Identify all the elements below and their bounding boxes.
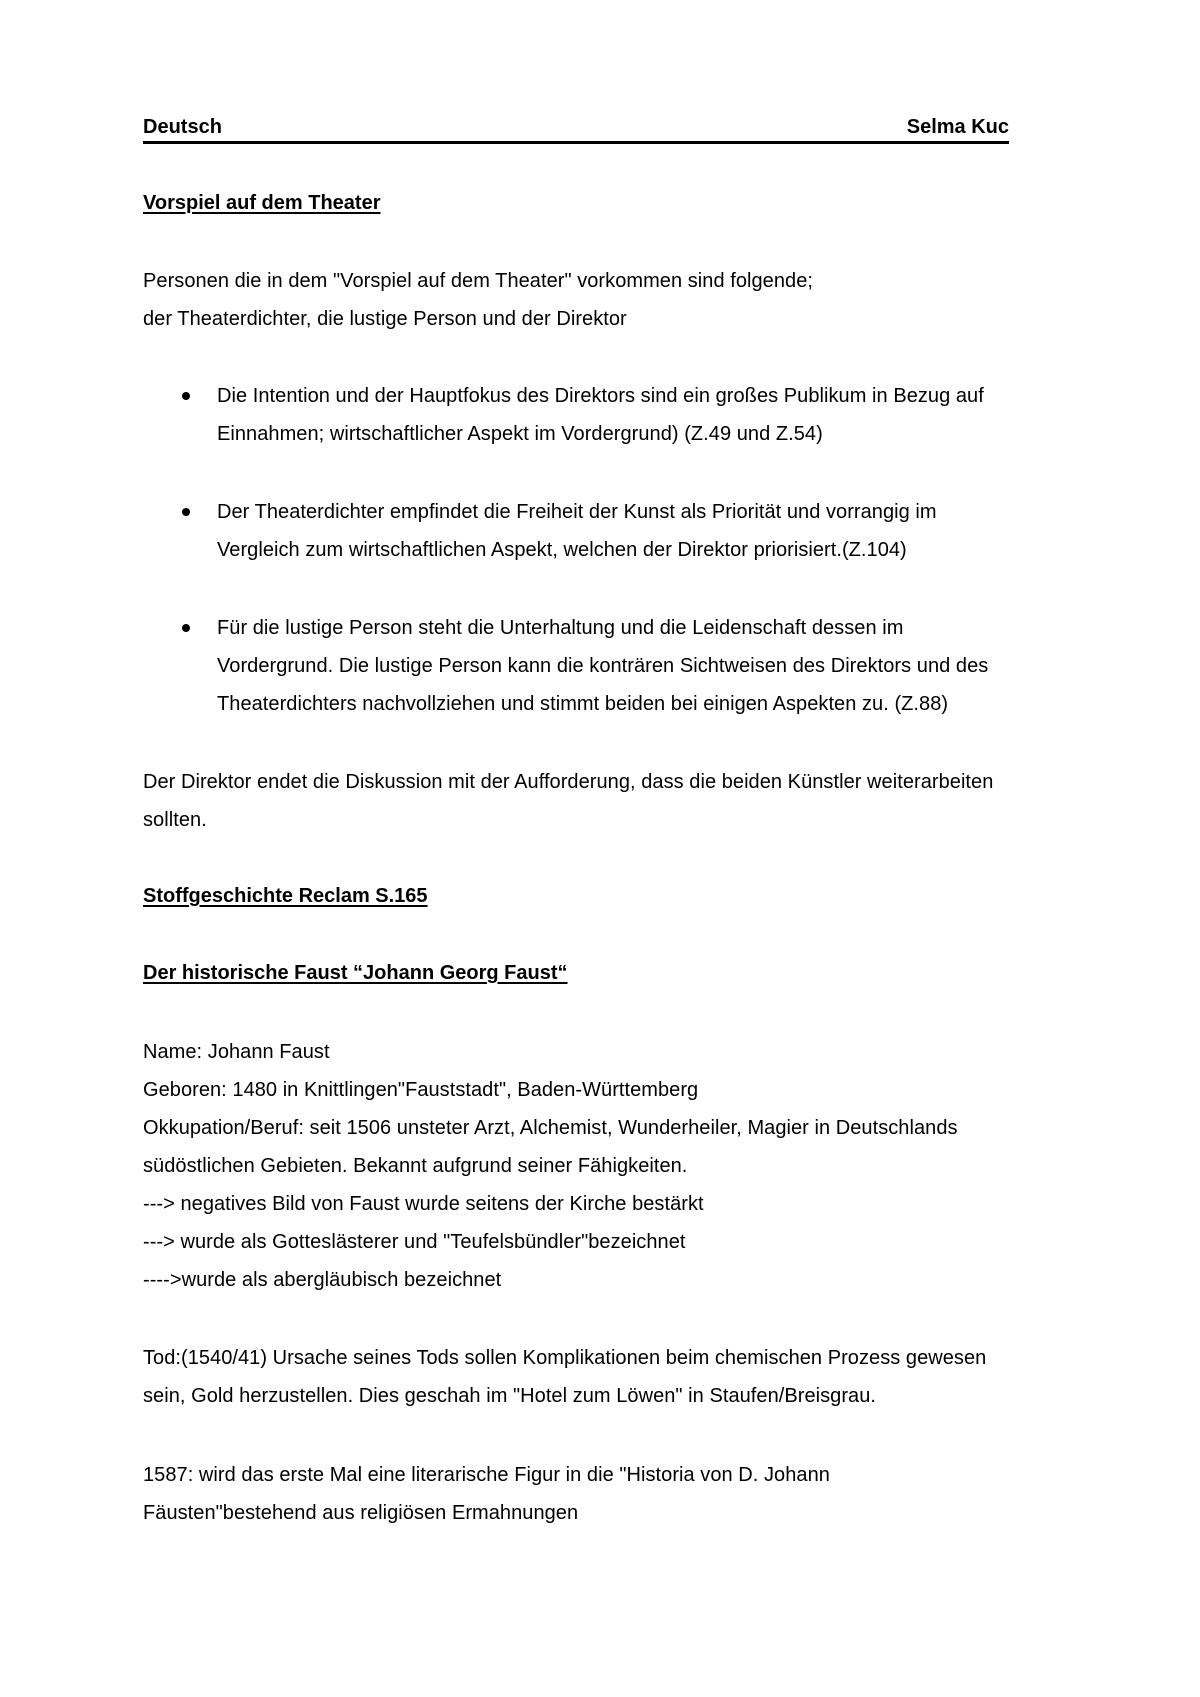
conclusion-paragraph [143, 763, 993, 839]
bullet-line: Theaterdichters nachvollziehen und stimmt beiden bei einigen Aspekten zu. (Z.88) [217, 693, 949, 715]
section-heading-historischer-faust: Der historische Faust “Johann Georg Faust“ [143, 962, 568, 984]
bullet-line: Vergleich zum wirtschaftlichen Aspekt, welchen der Direktor priorisiert.(Z.104) [217, 539, 907, 561]
bullet-text [217, 493, 937, 569]
fact-line: ---> negatives Bild von Faust wurde seitens der Kirche bestärkt [143, 1193, 704, 1215]
fact-line: Name: Johann Faust [143, 1041, 330, 1063]
bullet-line: Die Intention und der Hauptfokus des Direktors sind ein großes Publikum in Bezug auf [217, 385, 984, 407]
bullet-dot-icon [182, 508, 190, 516]
bullet-dot-icon [182, 392, 190, 400]
year-1587-line: Fäusten"bestehend aus religiösen Ermahnungen [143, 1502, 579, 1524]
faust-facts [143, 1033, 958, 1299]
death-line: sein, Gold herzustellen. Dies geschah im "Hotel zum Löwen" in Staufen/Breisgrau. [143, 1385, 877, 1407]
death-line: Tod:(1540/41) Ursache seines Tods sollen Komplikationen beim chemischen Prozess gewesen [143, 1347, 987, 1369]
bullet-text [217, 377, 984, 453]
intro-paragraph [143, 262, 813, 338]
year-1587-paragraph [143, 1456, 830, 1532]
section-heading-stoffgeschichte: Stoffgeschichte Reclam S.165 [143, 885, 428, 907]
death-paragraph [143, 1339, 986, 1415]
intro-line: Personen die in dem "Vorspiel auf dem Theater" vorkommen sind folgende; [143, 270, 813, 292]
bullet-line: Einnahmen; wirtschaftlicher Aspekt im Vordergrund) (Z.49 und Z.54) [217, 423, 823, 445]
bullet-line: Vordergrund. Die lustige Person kann die konträren Sichtweisen des Direktors und des [217, 655, 989, 677]
fact-line: südöstlichen Gebieten. Bekannt aufgrund seiner Fähigkeiten. [143, 1155, 688, 1177]
page-header [143, 113, 1009, 144]
header-author: Selma Kuc [906, 116, 1009, 138]
year-1587-line: 1587: wird das erste Mal eine literarische Figur in die "Historia von D. Johann [143, 1464, 830, 1486]
intro-line: der Theaterdichter, die lustige Person und der Direktor [143, 308, 627, 330]
conclusion-line: Der Direktor endet die Diskussion mit der Aufforderung, dass die beiden Künstler weiterarbeiten [143, 771, 994, 793]
header-subject: Deutsch [143, 116, 222, 138]
fact-line: ---> wurde als Gotteslästerer und "Teufelsbündler"bezeichnet [143, 1231, 686, 1253]
bullet-line: Für die lustige Person steht die Unterhaltung und die Leidenschaft dessen im [217, 617, 904, 639]
fact-line: Geboren: 1480 in Knittlingen"Fauststadt", Baden-Württemberg [143, 1079, 699, 1101]
bullet-dot-icon [182, 624, 190, 632]
conclusion-line: sollten. [143, 809, 207, 831]
bullet-text [217, 609, 988, 723]
section-heading-vorspiel: Vorspiel auf dem Theater [143, 192, 381, 214]
fact-line: Okkupation/Beruf: seit 1506 unsteter Arzt, Alchemist, Wunderheiler, Magier in Deutschlands [143, 1117, 958, 1139]
bullet-line: Der Theaterdichter empfindet die Freiheit der Kunst als Priorität und vorrangig im [217, 501, 937, 523]
fact-line: ---->wurde als abergläubisch bezeichnet [143, 1269, 502, 1291]
